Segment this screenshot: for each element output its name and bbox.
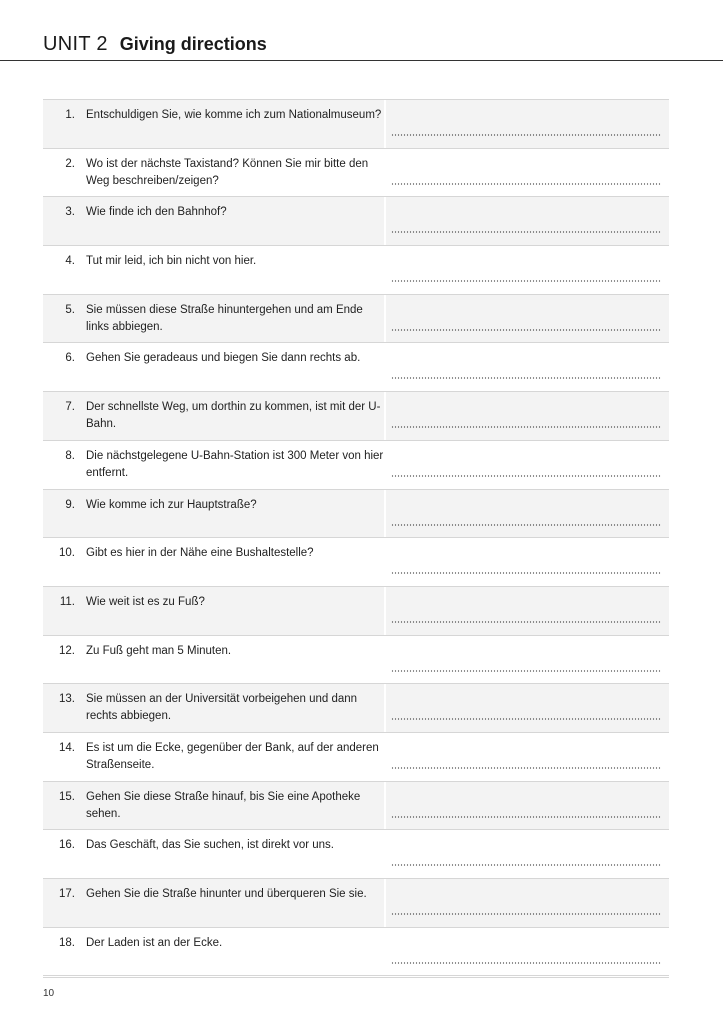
column-divider: [384, 392, 386, 440]
row-sentence: Das Geschäft, das Sie suchen, ist direkt vor uns.: [86, 839, 335, 852]
row-sentence: Es ist um die Ecke, gegenüber der Bank, auf der anderen Straßenseite.: [86, 741, 379, 771]
row-sentence: Sie müssen an der Universität vorbeigehen und dann rechts abbiegen.: [86, 693, 358, 723]
row-number: 4.: [65, 255, 75, 268]
table-row: [43, 684, 669, 733]
row-number: 15.: [59, 790, 75, 803]
row-sentence: Der Laden ist an der Ecke.: [86, 936, 223, 949]
answer-line[interactable]: [391, 816, 661, 818]
header-rule: [0, 60, 723, 61]
row-sentence: Entschuldigen Sie, wie komme ich zum Nationalmuseum?: [86, 109, 382, 121]
column-divider: [384, 197, 386, 245]
row-number: 10.: [59, 547, 75, 560]
table-row: [43, 928, 669, 977]
column-divider: [384, 149, 386, 197]
row-number: 18.: [59, 936, 75, 949]
row-number: 11.: [59, 595, 75, 608]
row-number: 8.: [65, 449, 75, 462]
answer-line[interactable]: [391, 767, 661, 769]
row-number: 17.: [59, 888, 75, 900]
row-sentence: Gehen Sie diese Straße hinauf, bis Sie eine Apotheke sehen.: [86, 790, 361, 820]
table-row: [43, 295, 669, 344]
column-divider: [384, 879, 386, 927]
answer-line[interactable]: [391, 377, 661, 379]
table-row: [43, 636, 669, 685]
row-sentence: Wie finde ich den Bahnhof?: [86, 206, 227, 219]
answer-line[interactable]: [391, 572, 661, 574]
answer-line[interactable]: [391, 183, 661, 185]
row-sentence: Der schnellste Weg, um dorthin zu kommen, ist mit der U-Bahn.: [86, 401, 381, 431]
answer-line[interactable]: [391, 134, 661, 136]
table-row: [43, 246, 669, 295]
column-divider: [384, 246, 386, 294]
row-number: 5.: [65, 303, 75, 316]
row-sentence: Wie weit ist es zu Fuß?: [86, 595, 205, 608]
row-number: 16.: [59, 839, 75, 852]
column-divider: [384, 587, 386, 635]
table-row: [43, 149, 669, 198]
table-row: [43, 587, 669, 636]
table-row: [43, 830, 669, 879]
answer-line[interactable]: [391, 426, 661, 428]
row-sentence: Zu Fuß geht man 5 Minuten.: [86, 644, 232, 657]
row-sentence: Wie komme ich zur Hauptstraße?: [86, 498, 257, 511]
answer-line[interactable]: [391, 621, 661, 623]
row-number: 9.: [65, 498, 75, 511]
exercise-table: [43, 99, 669, 976]
unit-label: UNIT 2: [43, 33, 108, 55]
column-divider: [384, 684, 386, 732]
row-number: 2.: [65, 157, 75, 170]
row-number: 13.: [59, 693, 75, 706]
answer-line[interactable]: [391, 280, 661, 282]
column-divider: [384, 343, 386, 391]
answer-line[interactable]: [391, 231, 661, 233]
table-row: [43, 782, 669, 831]
column-divider: [384, 636, 386, 684]
answer-line[interactable]: [391, 670, 661, 672]
row-number: 3.: [65, 206, 75, 219]
column-divider: [384, 295, 386, 343]
column-divider: [384, 441, 386, 489]
column-divider: [384, 733, 386, 781]
table-row: [43, 733, 669, 782]
row-sentence: Gehen Sie die Straße hinunter und überqueren Sie sie.: [86, 888, 367, 900]
row-sentence: Tut mir leid, ich bin nicht von hier.: [86, 255, 257, 268]
page-header: [43, 33, 267, 59]
row-number: 7.: [65, 401, 75, 414]
table-row: [43, 100, 669, 149]
table-row: [43, 879, 669, 928]
answer-line[interactable]: [391, 524, 661, 526]
table-row: [43, 538, 669, 587]
row-sentence: Gehen Sie geradeaus und biegen Sie dann rechts ab.: [86, 352, 361, 365]
footer-rule: [43, 977, 669, 978]
column-divider: [384, 538, 386, 586]
table-row: [43, 392, 669, 441]
table-row: [43, 490, 669, 539]
page-title: Giving directions: [119, 34, 267, 54]
page-number: 10: [43, 988, 55, 999]
answer-line[interactable]: [391, 475, 661, 477]
answer-line[interactable]: [391, 864, 661, 866]
column-divider: [384, 830, 386, 878]
row-sentence: Sie müssen diese Straße hinuntergehen und am Ende links abbiegen.: [86, 303, 363, 333]
column-divider: [384, 782, 386, 830]
column-divider: [384, 928, 386, 976]
table-row: [43, 441, 669, 490]
column-divider: [384, 100, 386, 148]
row-number: 14.: [59, 741, 75, 754]
answer-line[interactable]: [391, 718, 661, 720]
answer-line[interactable]: [391, 329, 661, 331]
table-row: [43, 343, 669, 392]
row-sentence: Die nächstgelegene U-Bahn-Station ist 300 Meter von hier entfernt.: [86, 449, 384, 479]
row-sentence: Wo ist der nächste Taxistand? Können Sie mir bitte den Weg beschreiben/zeigen?: [86, 157, 369, 187]
answer-line[interactable]: [391, 913, 661, 915]
row-number: 1.: [65, 109, 75, 121]
table-row: [43, 197, 669, 246]
row-number: 12.: [59, 644, 75, 657]
answer-line[interactable]: [391, 962, 661, 964]
row-sentence: Gibt es hier in der Nähe eine Bushaltestelle?: [86, 547, 314, 560]
column-divider: [384, 490, 386, 538]
row-number: 6.: [65, 352, 75, 365]
